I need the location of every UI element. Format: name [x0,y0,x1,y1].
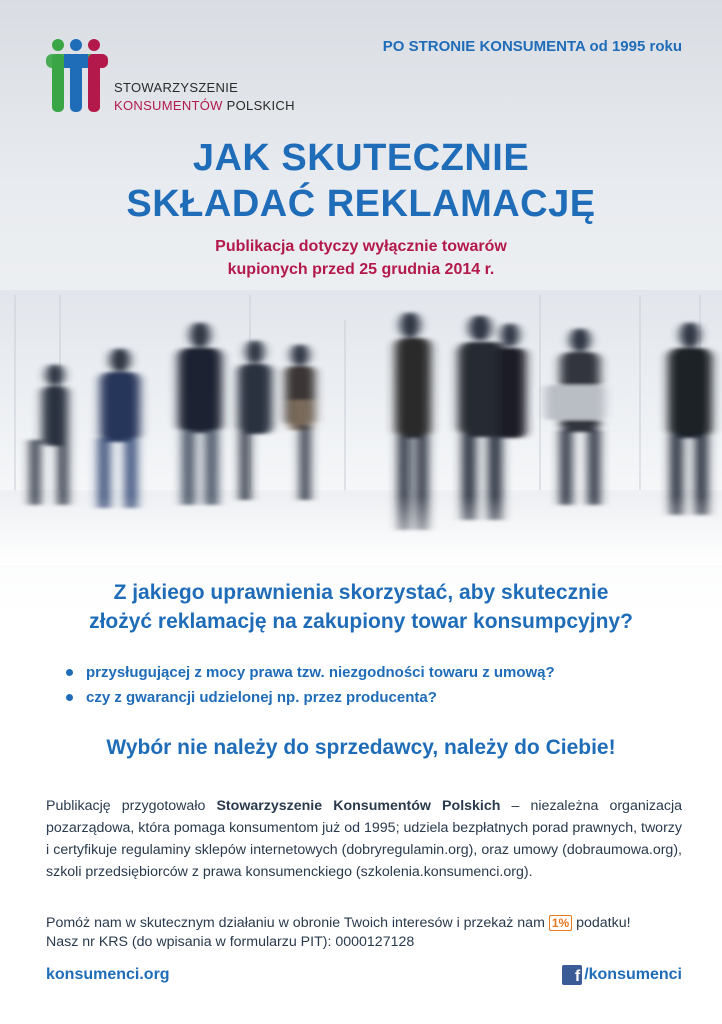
hero-photo-walking-people [0,290,722,565]
bullet-list [66,660,555,710]
logo [46,38,306,118]
list-item: przysługującej z mocy prawa tzw. niezgodności towaru z umową? [66,660,555,685]
bullet-dot-icon [66,669,73,676]
logo-text-line1: STOWARZYSZENIE [114,80,239,95]
website-link[interactable]: konsumenci.org [46,966,170,983]
logo-text-line2: KONSUMENTÓW POLSKICH [114,98,295,113]
subtitle-line2: kupionych przed 25 grudnia 2014 r. [227,261,495,278]
page-title-line1: JAK SKUTECZNIE [192,137,530,179]
page-title-line2: SKŁADAĆ REKLAMACJĘ [126,183,596,225]
logo-figures-icon [46,38,112,112]
subtitle-line1: Publikacja dotyczy wyłącznie towarów [215,238,507,255]
tagline: PO STRONIE KONSUMENTA od 1995 roku [382,38,682,55]
about-paragraph: Publikację przygotowało Stowarzyszenie Konsumentów Polskich – niezależna organizacja pozarządowa, która pomaga konsumentom już od 1995; udziela bezpłatnych porad prawnych, tworzy i certyfikuje regulaminy sklepów internetowych (dobryregulamin.org), oraz umowy (dobraumowa.org), szkoli przedsiębiorców z prawa konsumenckiego (szkolenia.konsumenci.org). [46,798,683,880]
bullet-dot-icon [66,694,73,701]
one-percent-badge: 1% [549,915,572,931]
question-line2: złożyć reklamację na zakupiony towar konsumpcyjny? [89,610,633,633]
support-paragraph: Pomóż nam w skutecznym działaniu w obronie Twoich interesów i przekaż nam 1% podatku! Nasz nr KRS (do wpisania w formularzu PIT): 0000127128 [46,914,686,952]
facebook-icon: f [562,965,582,985]
list-item: czy z gwarancji udzielonej np. przez producenta? [66,685,555,710]
krs-number: Nasz nr KRS (do wpisania w formularzu PIT): 0000127128 [46,934,415,950]
choice-statement: Wybór nie należy do sprzedawcy, należy do Ciebie! [106,736,616,759]
facebook-link[interactable]: f /konsumenci [562,965,682,985]
question-line1: Z jakiego uprawnienia skorzystać, aby skutecznie [113,581,609,604]
